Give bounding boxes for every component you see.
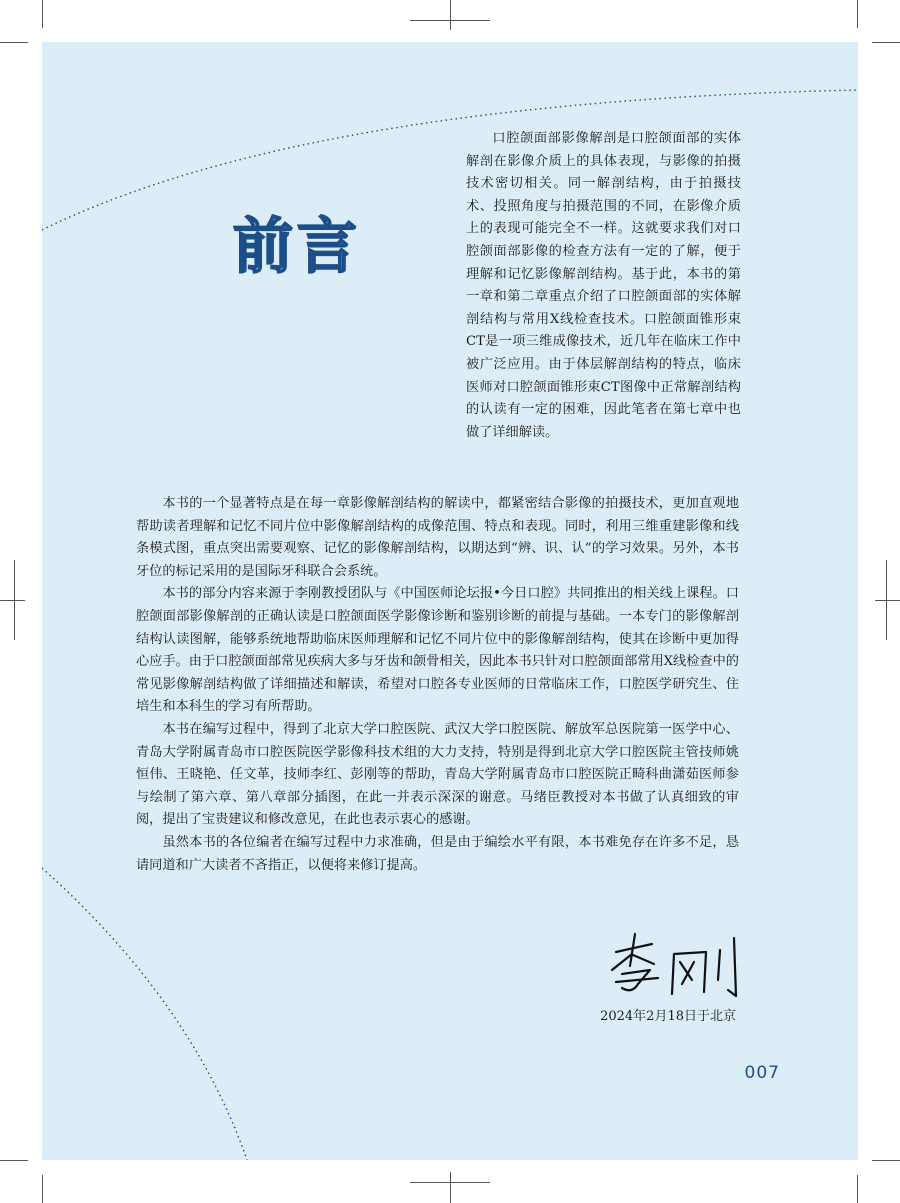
sign-off-date: 2024年2月18日于北京 (600, 1009, 736, 1024)
crop-mark (872, 1160, 900, 1161)
crop-mark (872, 42, 900, 43)
crop-mark (875, 600, 900, 601)
crop-mark (0, 1160, 28, 1161)
intro-text-column (466, 128, 741, 444)
body-paragraph: 本书的一个显著特点是在每一章影像解剖结构的解读中，都紧密结合影像的拍摄技术，更加直观地帮助读者理解和记忆不同片位中影像解剖结构的成像范围、特点和表现。同时，利用三维重建影像和线条模式图，重点突出需要观察、记忆的影像解剖结构，以期达到“辨、识、认”的学习效果。另外，本书牙位的标记采用的是国际牙科联合会系统。 (136, 496, 739, 579)
crop-mark (857, 0, 858, 28)
body-paragraph: 本书的部分内容来源于李刚教授团队与《中国医师论坛报•今日口腔》共同推出的相关线上课程。口腔颌面部影像解剖的正确认读是口腔颌面医学影像诊断和鉴别诊断的前提与基础。一本专门的影像解剖结构认读图解，能够系统地帮助临床医师理解和记忆不同片位中的影像解剖结构，使其在诊断中更加得心应手。由于口腔颌面部常见疾病大多与牙齿和颌骨相关，因此本书只针对口腔颌面部常用X线检查中的常见影像解剖结构做了详细描述和解读，希望对口腔各专业医师的日常临床工作，口腔医学研究生、住培生和本科生的学习有所帮助。 (136, 586, 739, 715)
crop-mark (42, 1175, 43, 1203)
page-number: 007 (744, 1063, 780, 1083)
crop-mark (14, 560, 15, 640)
author-signature (602, 930, 752, 1000)
body-paragraph: 本书在编写过程中，得到了北京大学口腔医院、武汉大学口腔医院、解放军总医院第一医学中心、青岛大学附属青岛市口腔医院医学影像科技术组的大力支持，特别是得到北京大学口腔医院主管技师姚恒伟、王晓艳、任文革，技师李红、彭刚等的帮助，青岛大学附属青岛市口腔医院正畸科曲潇茹医师参与绘制了第六章、第八章部分插图，在此一并表示深深的谢意。马绪臣教授对本书做了认真细致的审阅，提出了宝贵建议和修改意见，在此也表示衷心的感谢。 (136, 721, 739, 828)
crop-mark (0, 42, 28, 43)
crop-mark (450, 1172, 451, 1203)
crop-mark (42, 0, 43, 28)
page-panel (42, 42, 858, 1160)
crop-mark (0, 600, 25, 601)
body-text (136, 493, 739, 877)
crop-mark (857, 1175, 858, 1203)
crop-mark (886, 560, 887, 640)
body-paragraph: 虽然本书的各位编者在编写过程中力求准确，但是由于编绘水平有限，本书难免存在许多不足，恳请同道和广大读者不吝指正，以便将来修订提高。 (136, 834, 739, 873)
intro-paragraph: 口腔颌面部影像解剖是口腔颌面部的实体解剖在影像介质上的具体表现，与影像的拍摄技术密切相关。同一解剖结构，由于拍摄技术、投照角度与拍摄范围的不同，在影像介质上的表现可能完全不一样。这就要求我们对口腔颌面部影像的检查方法有一定的了解，便于理解和记忆影像解剖结构。基于此，本书的第一章和第二章重点介绍了口腔颌面部的实体解剖结构与常用X线检查技术。口腔颌面锥形束CT是一项三维成像技术，近几年在临床工作中被广泛应用。由于体层解剖结构的特点，临床医师对口腔颌面锥形束CT图像中正常解剖结构的认读有一定的困难，因此笔者在第七章中也做了详细解读。 (466, 131, 741, 440)
crop-mark (450, 0, 451, 30)
page-title: 前言 (233, 212, 361, 282)
